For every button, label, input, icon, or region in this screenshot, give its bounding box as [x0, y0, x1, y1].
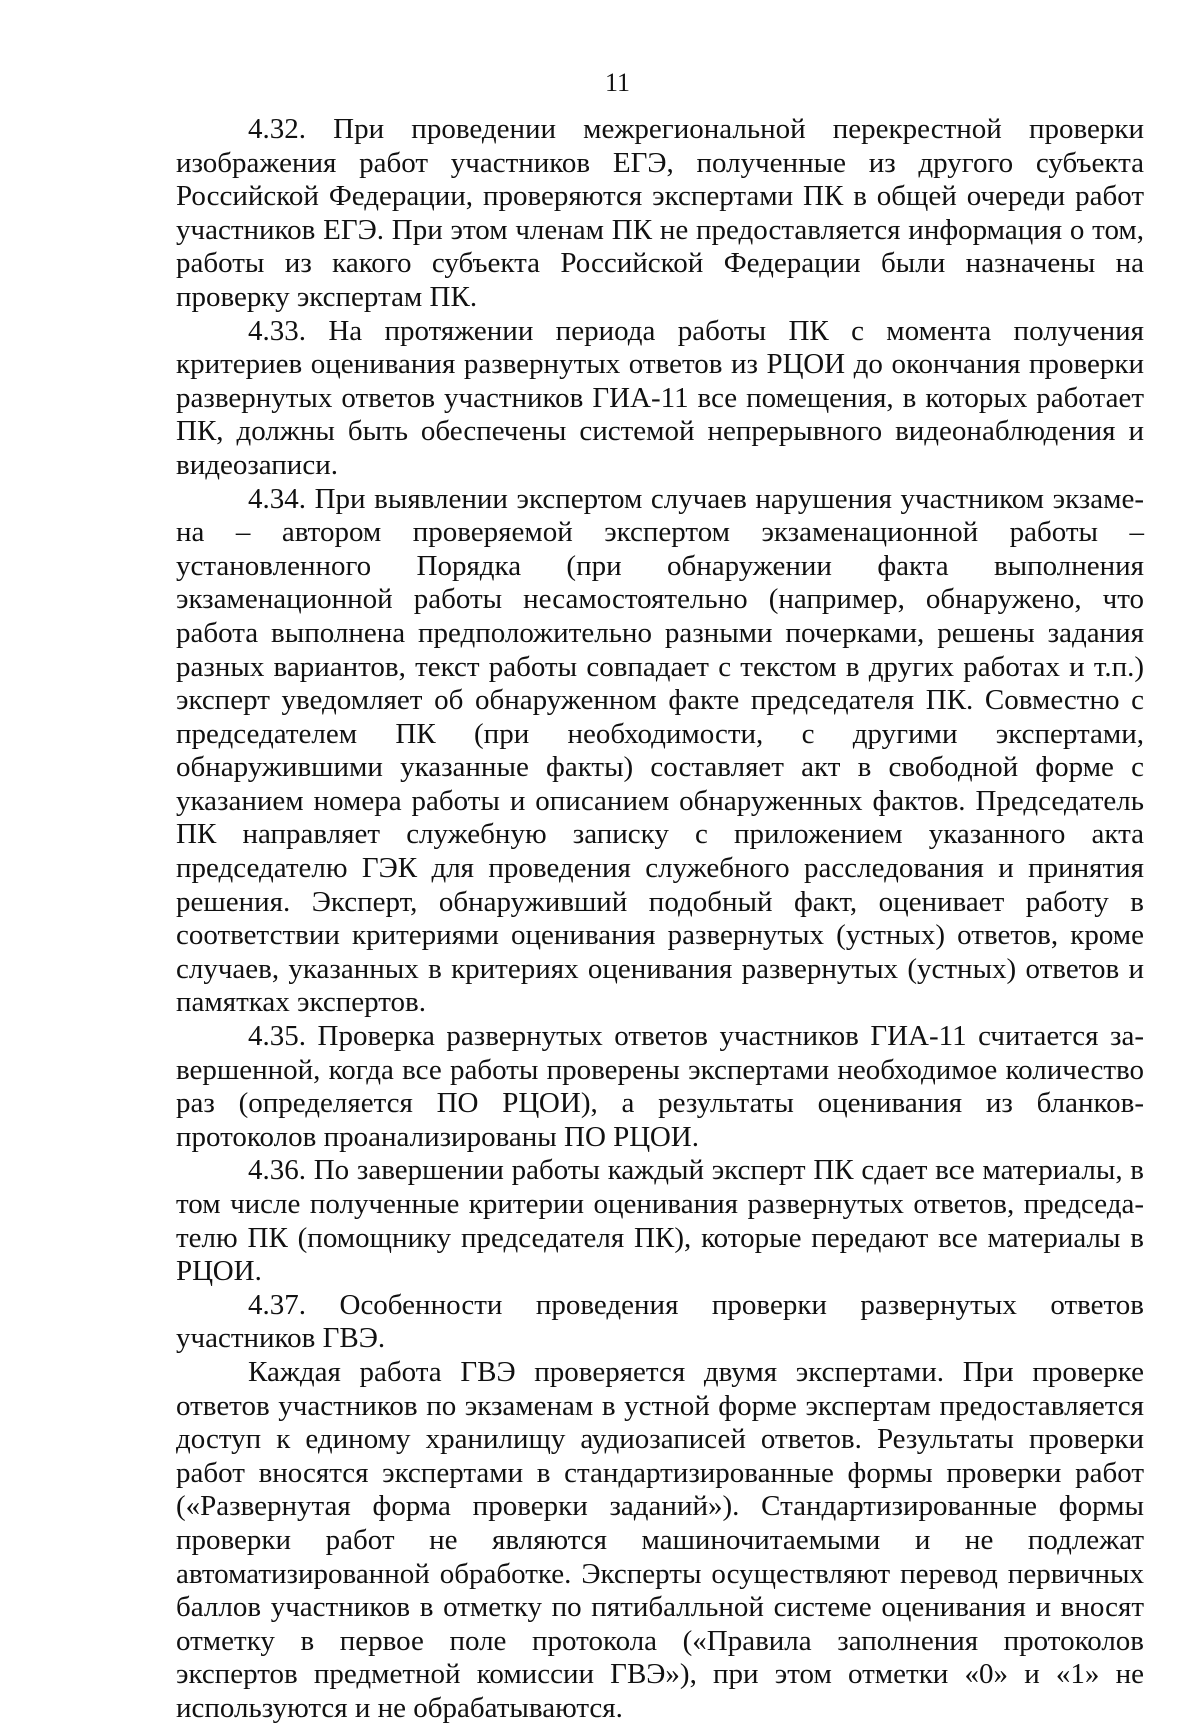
page-number: 11	[604, 68, 631, 97]
paragraph-gve-review: Каждая работа ГВЭ проверяется двумя экспертами. При проверке ответов участников по экзаменам в устной форме экспертам предоставляется доступ к единому хранилищу аудиозаписей ответов. Результаты проверки работ вносятся экспертами в стандартизированные формы проверки работ («Развернутая форма проверки заданий»). Стандартизированные формы проверки работ не являются машиночитаемыми и не подлежат автоматизированной обработке. Эксперты осуществляют перевод первичных баллов участников в отметку по пятибалльной системе оценивания и вносят отметку в первое поле протокола («Правила заполнения протоколов экспертов предметной комиссии ГВЭ»), при этом отметки «0» и «1» не используются и не обрабатываются.	[176, 1355, 1144, 1724]
paragraph-4-32: 4.32. При проведении межрегиональной перекрестной проверки изображения работ участников ЕГЭ, полученные из другого субъекта Российской Федерации, проверяются экспертами ПК в общей очереди работ участников ЕГЭ. При этом членам ПК не предоставляется информация о том, работы из какого субъекта Российской Федерации были назначены на проверку экспертам ПК.	[176, 113, 1144, 313]
paragraph-4-33: 4.33. На протяжении периода работы ПК с момента получения критериев оценивания развернутых ответов из РЦОИ до окончания проверки развернутых ответов участников ГИА-11 все помещения, в которых работает ПК, должны быть обеспечены системой непрерывного видеонаблюдения и видеозаписи.	[176, 314, 1144, 481]
document-body	[176, 113, 1144, 1726]
paragraph-4-36: 4.36. По завершении работы каждый эксперт ПК сдает все материалы, в том числе полученные критерии оценивания развернутых ответов, председателю ПК (помощнику председателя ПК), которые передают все материалы в РЦОИ.	[176, 1154, 1144, 1288]
paragraph-4-37: 4.37. Особенности проведения проверки развернутых ответов участников ГВЭ.	[176, 1288, 1144, 1355]
paragraph-4-35: 4.35. Проверка развернутых ответов участников ГИА-11 считается завершенной, когда все работы проверены экспертами необходимое количество раз (определяется ПО РЦОИ), а результаты оценивания из бланков-протоколов проанализированы ПО РЦОИ.	[176, 1020, 1144, 1153]
paragraph-4-34: 4.34. При выявлении экспертом случаев нарушения участником экзамена – автором проверяемой экспертом экзаменационной работы – установленного Порядка (при обнаружении факта выполнения экзаменационной работы несамостоятельно (например, обнаружено, что работа выполнена предположительно разными почерками, решены задания разных вариантов, текст работы совпадает с текстом в других работах и т.п.) эксперт уведомляет об обнаруженном факте председателя ПК. Совместно с председателем ПК (при необходимости, с другими экспертами, обнаружившими указанные факты) составляет акт в свободной форме с указанием номера работы и описанием обнаруженных фактов. Председатель ПК направляет служебную записку с приложением указанного акта председателю ГЭК для проведения служебного расследования и принятия решения. Эксперт, обнаруживший подобный факт, оценивает работу в соответствии критериями оценивания развернутых (устных) ответов, кроме случаев, указанных в критериях оценивания развернутых (устных) ответов и памятках экспертов.	[176, 482, 1144, 1019]
